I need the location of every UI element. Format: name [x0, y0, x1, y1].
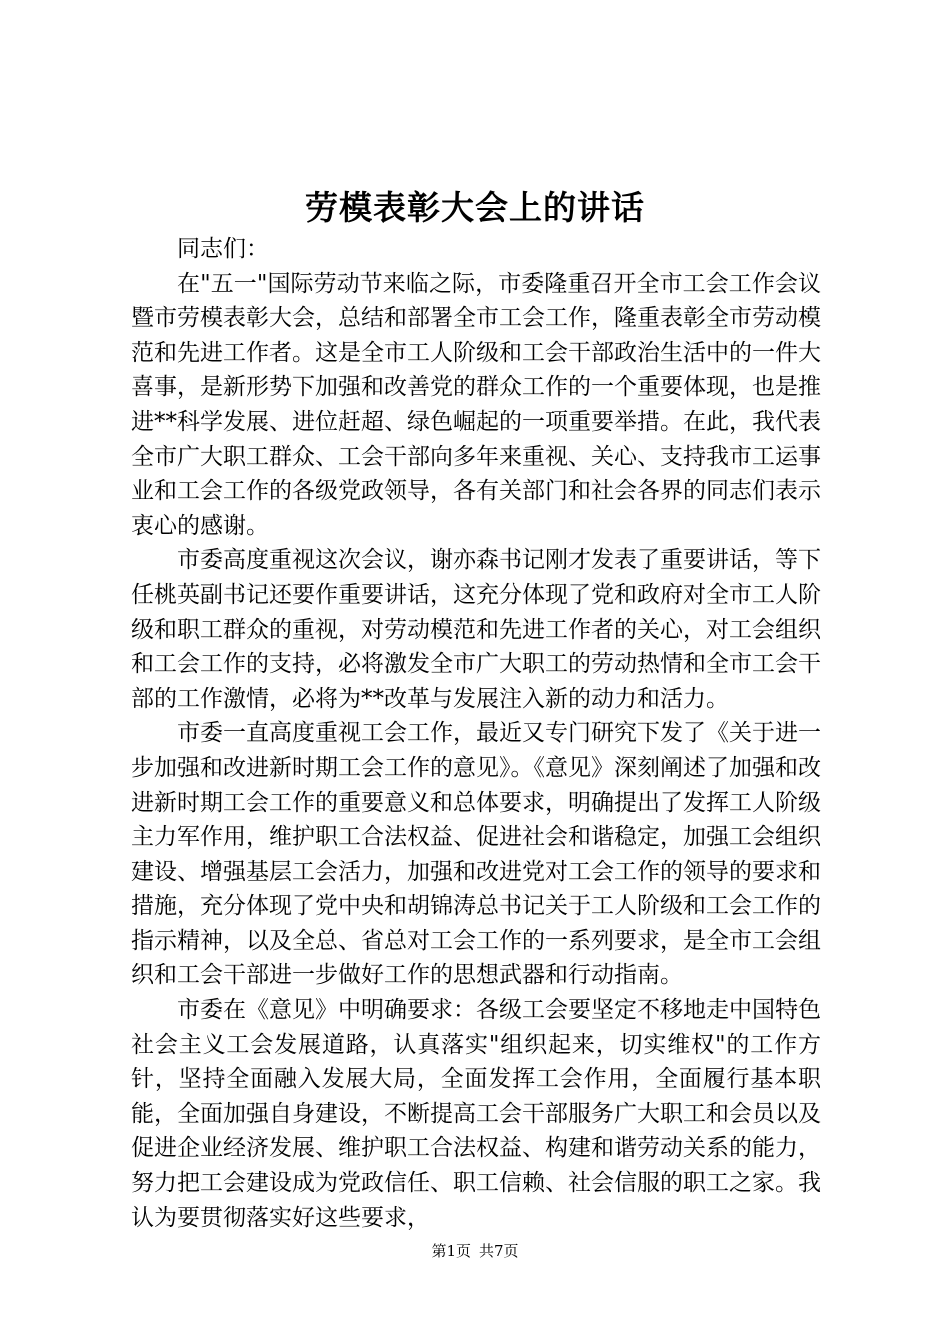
page-total: 共7页: [479, 1242, 519, 1260]
paragraph-4: 市委在《意见》中明确要求：各级工会要坚定不移地走中国特色社会主义工会发展道路，认真落实"组织起来，切实维权"的工作方针，坚持全面融入发展大局，全面发挥工会作用，全面履行基本职能，全面加强自身建设，不断提高工会干部服务广大职工和会员以及促进企业经济发展、维护职工合法权益、构建和谐劳动关系的能力，努力把工会建设成为党政信任、职工信赖、社会信服的职工之家。我认为要贯彻落实好这些要求，: [131, 997, 821, 1231]
paragraph-2: 市委高度重视这次会议，谢亦森书记刚才发表了重要讲话，等下任桃英副书记还要作重要讲话，这充分体现了党和政府对全市工人阶级和职工群众的重视，对劳动模范和先进工作者的关心，对工会组织和工会工作的支持，必将激发全市广大职工的劳动热情和全市工会干部的工作激情，必将为**改革与发展注入新的动力和活力。: [131, 547, 821, 712]
paragraph-1: 在"五一"国际劳动节来临之际，市委隆重召开全市工会工作会议暨市劳模表彰大会，总结和部署全市工会工作，隆重表彰全市劳动模范和先进工作者。这是全市工人阶级和工会干部政治生活中的一件大喜事，是新形势下加强和改善党的群众工作的一个重要体现，也是推进**科学发展、进位赶超、绿色崛起的一项重要举措。在此，我代表全市广大职工群众、工会干部向多年来重视、关心、支持我市工运事业和工会工作的各级党政领导，各有关部门和社会各界的同志们表示衷心的感谢。: [131, 270, 821, 539]
page-footer: [0, 1239, 950, 1263]
paragraph-3: 市委一直高度重视工会工作，最近又专门研究下发了《关于进一步加强和改进新时期工会工作的意见》。《意见》深刻阐述了加强和改进新时期工会工作的重要意义和总体要求，明确提出了发挥工人阶级主力军作用，维护职工合法权益、促进社会和谐稳定，加强工会组织建设、增强基层工会活力，加强和改进党对工会工作的领导的要求和措施，充分体现了党中央和胡锦涛总书记关于工人阶级和工会工作的指示精神，以及全总、省总对工会工作的一系列要求，是全市工会组织和工会干部进一步做好工作的思想武器和行动指南。: [131, 720, 821, 989]
document-title: 劳模表彰大会上的讲话: [305, 188, 645, 227]
salutation: 同志们：: [177, 236, 269, 262]
page-number: 第1页: [431, 1242, 471, 1260]
document-body: [131, 232, 821, 1235]
